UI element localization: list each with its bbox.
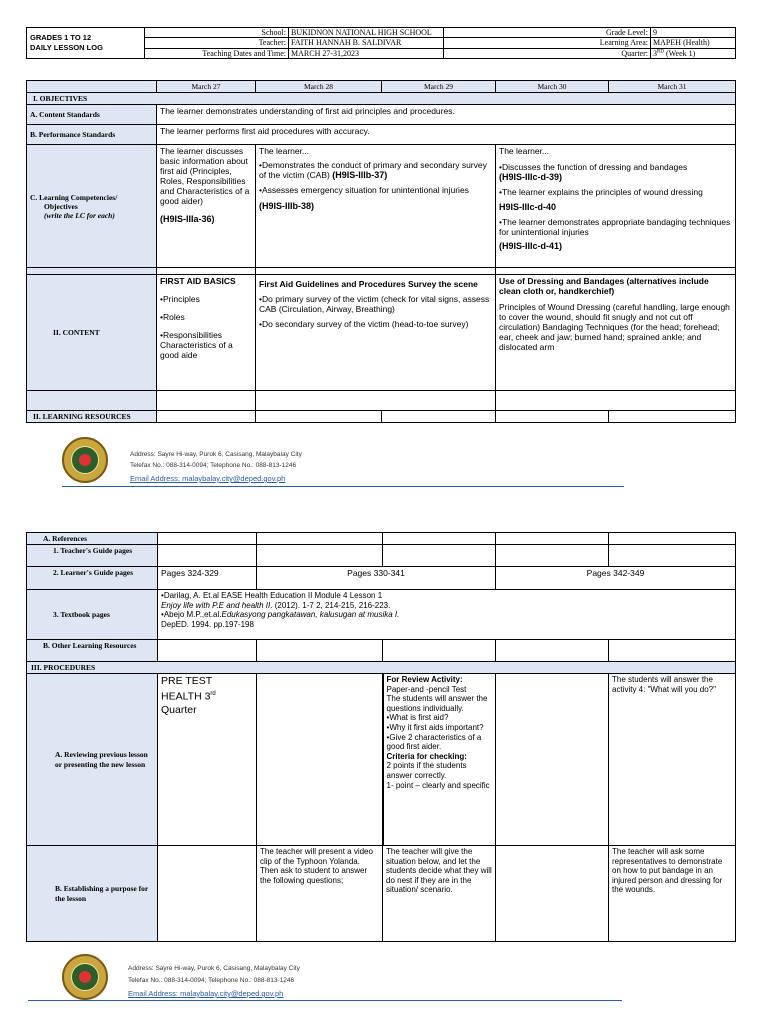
footer-phone: Telefax No.: 088-314-0094; Telephone No.: 088-813-1246 <box>128 977 295 984</box>
footer-address: Address: Sayre Hi-way, Purok 6, Casisang, Malaybalay City <box>130 451 302 458</box>
purpose-march31: The teacher will ask some representatives to demonstrate on how to put bandage in an injured person and dressing for the wounds. <box>609 846 736 942</box>
content-march28-29: First Aid Guidelines and Procedures Survey the scene • Do primary survey of the victim (check for vital signs, assess CAB (Circulation, Airway, Breathing) • Do secondary survey of the victim (head-to-toe survey) <box>256 275 496 391</box>
footer-phone: Telefax No.: 088-314-0094; Telephone No.: 088-813-1246 <box>130 462 297 469</box>
lg-pages-col3: Pages 342-349 <box>496 567 736 590</box>
competency-march28-29: The learner... • Demonstrates the conduct of primary and secondary survey of the victim (CAB) (H9IS-IIIb-37) • Assesses emergency situation for unintentional injuries (H9IS-IIIb-38) <box>256 145 496 268</box>
lg-pages-col2: Pages 330-341 <box>257 567 496 590</box>
school-label: School: <box>145 28 289 38</box>
school-value: BUKIDNON NATIONAL HIGH SCHOOL <box>289 28 444 38</box>
footer-address: Address: Sayre Hi-way, Purok 6, Casisang, Malaybalay City <box>128 965 300 972</box>
school-seal-logo <box>62 954 108 1000</box>
review-march27: PRE TEST HEALTH 3rd Quarter <box>158 674 257 846</box>
teachers-guide-label: 1. Teacher's Guide pages <box>27 545 158 567</box>
lesson-table-page1 <box>26 80 736 423</box>
content-standards-label: A. Content Standards <box>27 105 157 125</box>
purpose-march28: The teacher will present a video clip of the Typhoon Yolanda. Then ask to student to answer the following questions; <box>257 846 383 942</box>
procedures-heading: III. PROCEDURES <box>27 662 736 674</box>
competency-march30-31: The learner... • Discusses the function of dressing and bandages (H9IS-IIIc-d-39) • The learner explains the principles of wound dressing H9IS-IIIc-d-40 • The learner demonstrates appropriate bandaging techniques for unintentional injuries (H9IS-IIIc-d-41) <box>496 145 736 268</box>
dates-value: MARCH 27-31,2023 <box>289 49 444 59</box>
content-march30-31: Use of Dressing and Bandages (alternatives include clean cloth or, handkerchief) Principles of Wound Dressing (careful handling, large enough to cover the wound, should fit snugly and not cut off circulation) Bandaging Techniques (for the head; forehead; ear, cheek and jaw; burned hand; sprained ankle; and dislocated arm <box>496 275 736 391</box>
footer-divider <box>62 486 624 487</box>
footer-email-link[interactable]: Email Address: malaybalay.city@deped.gov.ph <box>130 474 286 483</box>
review-march29: For Review Activity: Paper-and -pencil Test The students will answer the questions individually. • What is first aid? • Why it first aids important? • Give 2 characteristics of a good first aider. Criteria for checking: 2 points if the students answer correctly. 1- point – clearly and specific <box>383 674 496 846</box>
textbook-references: • Darilag, A. Et.al EASE Health Education II Module 4 Lesson 1 Enjoy life with P.E and health II. (2012). 1-7 2, 214-215, 216-223. • Abejo M.P.,et.al.Edukasyong pangkatawan, kalusugan at musika I. DepED. 1994. pp.197-198 <box>158 590 736 640</box>
review-march31: The students will answer the activity 4: "What will you do?" <box>609 674 736 846</box>
area-label: Learning Area: <box>444 38 651 49</box>
quarter-label: Quarter: <box>444 49 651 59</box>
other-resources-label: B. Other Learning Resources <box>27 640 158 662</box>
area-value: MAPEH (Health) <box>651 38 736 49</box>
performance-standards-label: B. Performance Standards <box>27 125 157 145</box>
quarter-value: 3RD (Week 1) <box>651 49 736 59</box>
header-table <box>26 27 736 59</box>
day-header: March 30 <box>496 81 609 93</box>
day-header: March 28 <box>256 81 382 93</box>
dates-label: Teaching Dates and Time: <box>145 49 289 59</box>
day-header: March 27 <box>157 81 256 93</box>
school-seal-logo <box>62 437 108 483</box>
footer-divider <box>28 1000 622 1001</box>
performance-standards: The learner performs first aid procedures with accuracy. <box>157 125 736 145</box>
teacher-label: Teacher: <box>145 38 289 49</box>
purpose-label: B. Establishing a purpose for the lesson <box>27 846 158 942</box>
purpose-march29: The teacher will give the situation below, and let the students decide what they will do nest if they are in the situation/ scenario. <box>383 846 496 942</box>
textbook-label: 3. Textbook pages <box>27 590 158 640</box>
references-label: A. References <box>27 533 158 545</box>
teacher-value: FAITH HANNAH B. SALDIVAR <box>289 38 444 49</box>
day-header: March 29 <box>382 81 496 93</box>
footer-email-link[interactable]: Email Address: malaybalay.city@deped.gov.ph <box>128 989 284 998</box>
learning-resources-label: II. LEARNING RESOURCES <box>27 411 157 423</box>
content-standards: The learner demonstrates understanding of first aid principles and procedures. <box>157 105 736 125</box>
objectives-heading: I. OBJECTIVES <box>27 93 736 105</box>
content-label: II. CONTENT <box>27 275 157 391</box>
grade-value: 9 <box>651 28 736 38</box>
lesson-table-page2 <box>26 532 736 942</box>
log-title: GRADES 1 TO 12 DAILY LESSON LOG <box>27 28 145 59</box>
day-header: March 31 <box>609 81 736 93</box>
lg-pages-col1: Pages 324-329 <box>158 567 257 590</box>
learners-guide-label: 2. Learner's Guide pages <box>27 567 158 590</box>
competency-march27: The learner discusses basic information about first aid (Principles, Roles, Responsibilities and Characteristics of a good aider) (H9IS-IIIa-36) <box>157 145 256 268</box>
content-march27: FIRST AID BASICS • Principles • Roles • Responsibilities Characteristics of a good aide <box>157 275 256 391</box>
reviewing-label: A. Reviewing previous lesson or presenting the new lesson <box>27 674 158 846</box>
competencies-label: C. Learning Competencies/ Objectives (write the LC for each) <box>27 145 157 268</box>
grade-label: Grade Level: <box>444 28 651 38</box>
